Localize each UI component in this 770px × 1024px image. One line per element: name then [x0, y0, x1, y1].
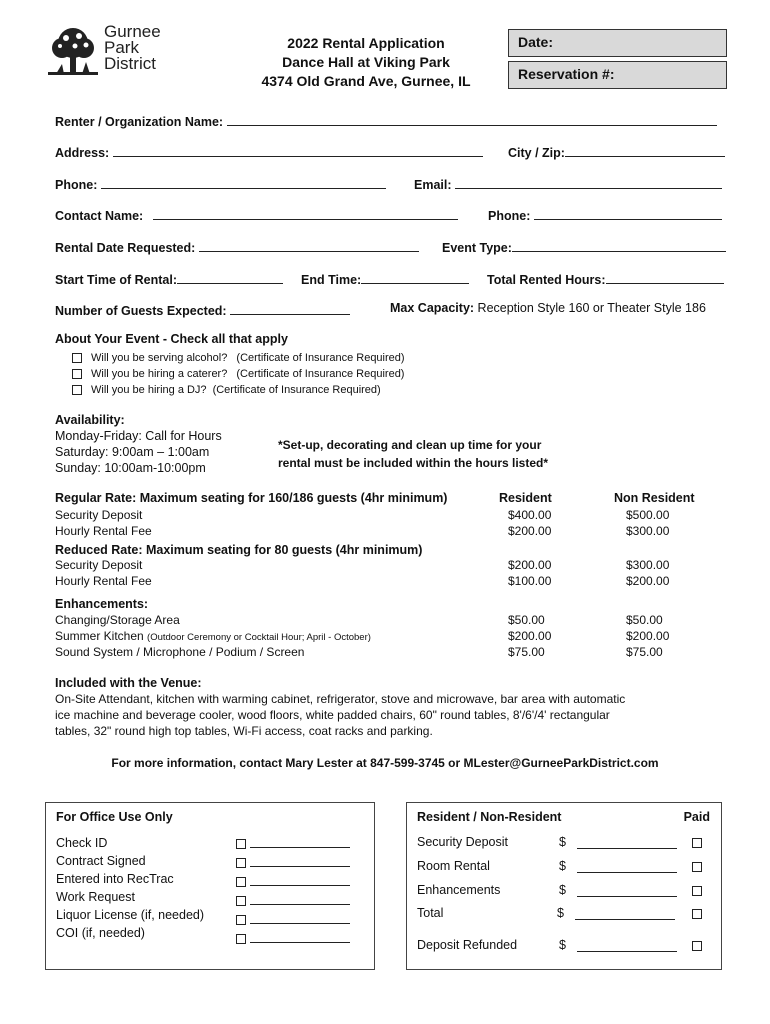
included-line-3: tables, 32" round high top tables, Wi-Fi access, coat racks and parking. — [55, 724, 433, 738]
office-use-box — [45, 802, 375, 970]
enhancements-heading: Enhancements: — [55, 597, 149, 611]
office-item: Entered into RecTrac — [56, 872, 174, 886]
renter-field[interactable] — [55, 112, 717, 129]
max-capacity — [390, 301, 706, 315]
office-item: Check ID — [56, 836, 108, 850]
address-label: Address: — [55, 146, 110, 160]
availability-hours — [55, 428, 222, 476]
event-item-note: (Certificate of Insurance Required) — [236, 352, 405, 364]
total-hours-field[interactable] — [487, 270, 724, 287]
event-item-alcohol[interactable] — [72, 350, 405, 366]
rate-nonresident: $300.00 — [626, 524, 670, 538]
phone2-field[interactable] — [488, 206, 722, 223]
city-input-line[interactable] — [565, 143, 725, 157]
total-hours-input-line[interactable] — [606, 270, 724, 284]
office-list — [56, 834, 204, 942]
page-title — [225, 34, 507, 91]
nonresident-column-header: Non Resident — [614, 491, 695, 505]
address-input-line[interactable] — [113, 143, 483, 157]
checkbox-icon[interactable] — [72, 385, 82, 395]
event-checklist — [72, 350, 405, 398]
logo-line-3: District — [104, 54, 156, 73]
setup-note-line-2: rental must be included within the hours listed* — [278, 456, 549, 470]
regular-rate-heading: Regular Rate: Maximum seating for 160/186 guests (4hr minimum) — [55, 491, 448, 505]
reservation-label: Reservation #: — [518, 66, 615, 82]
end-time-field[interactable] — [301, 270, 469, 287]
max-capacity-label: Max Capacity: — [390, 301, 475, 315]
office-checks — [236, 834, 350, 948]
rate-nonresident: $50.00 — [626, 613, 663, 627]
payment-label: Room Rental — [417, 859, 490, 873]
payment-heading: Resident / Non-Resident — [417, 810, 562, 824]
renter-input-line[interactable] — [227, 112, 717, 126]
email-label: Email: — [414, 178, 452, 192]
payment-input-line[interactable] — [577, 938, 677, 952]
email-field[interactable] — [414, 175, 722, 192]
max-capacity-value: Reception Style 160 or Theater Style 186 — [474, 301, 706, 315]
total-hours-label: Total Rented Hours: — [487, 273, 606, 287]
paid-checkbox-icon[interactable] — [692, 941, 702, 951]
rate-label-summer-kitchen — [55, 629, 371, 643]
start-time-field[interactable] — [55, 270, 283, 287]
rate-label: Hourly Rental Fee — [55, 574, 152, 588]
currency-symbol: $ — [559, 835, 566, 849]
office-item: Work Request — [56, 890, 135, 904]
hours-sunday: Sunday: 10:00am-10:00pm — [55, 461, 206, 475]
rate-resident: $75.00 — [508, 645, 545, 659]
payment-input-line[interactable] — [577, 859, 677, 873]
office-input-line[interactable] — [250, 872, 350, 886]
event-item-text: Will you be hiring a DJ? — [91, 384, 207, 396]
event-type-field[interactable] — [442, 238, 726, 255]
rate-nonresident: $500.00 — [626, 508, 670, 522]
title-line-2: Dance Hall at Viking Park — [282, 54, 450, 70]
office-item: Contract Signed — [56, 854, 146, 868]
rate-label: Summer Kitchen — [55, 629, 148, 643]
event-type-label: Event Type: — [442, 241, 512, 255]
checkbox-icon[interactable] — [236, 896, 246, 906]
rate-nonresident: $200.00 — [626, 629, 670, 643]
checkbox-icon[interactable] — [72, 353, 82, 363]
paid-heading: Paid — [683, 810, 710, 824]
office-item: COI (if, needed) — [56, 926, 145, 940]
tree-logo-icon — [48, 26, 98, 76]
setup-note — [278, 436, 548, 472]
email-input-line[interactable] — [455, 175, 722, 189]
rate-nonresident: $200.00 — [626, 574, 670, 588]
office-input-line[interactable] — [250, 891, 350, 905]
payment-input-line[interactable] — [575, 906, 675, 920]
payment-row[interactable] — [417, 835, 711, 849]
payment-row[interactable] — [417, 906, 711, 920]
rate-nonresident: $300.00 — [626, 558, 670, 572]
phone2-label: Phone: — [488, 209, 531, 223]
payment-label: Security Deposit — [417, 835, 509, 849]
event-item-note: (Certificate of Insurance Required) — [236, 368, 405, 380]
date-box[interactable] — [508, 29, 727, 57]
rate-label: Changing/Storage Area — [55, 613, 180, 627]
currency-symbol: $ — [557, 906, 564, 920]
contact-info: For more information, contact Mary Lester at 847-599-3745 or MLester@GurneeParkDistrict.com — [111, 756, 659, 770]
checkbox-icon[interactable] — [236, 915, 246, 925]
setup-note-line-1: *Set-up, decorating and clean up time for your — [278, 438, 542, 452]
included-heading: Included with the Venue: — [55, 676, 202, 690]
office-check-row[interactable] — [236, 834, 350, 853]
event-heading: About Your Event - Check all that apply — [55, 332, 288, 346]
date-label: Date: — [518, 34, 554, 50]
phone-input-line[interactable] — [101, 175, 386, 189]
contact-input-line[interactable] — [153, 206, 458, 220]
rate-note: (Outdoor Ceremony or Cocktail Hour; April - October) — [147, 632, 371, 643]
office-item: Liquor License (if, needed) — [56, 908, 205, 922]
payment-label: Total — [417, 906, 444, 920]
start-time-input-line[interactable] — [177, 270, 283, 284]
payment-row[interactable] — [417, 938, 711, 952]
payment-input-line[interactable] — [577, 883, 677, 897]
contact-field[interactable] — [55, 206, 458, 223]
office-heading: For Office Use Only — [56, 810, 173, 824]
guests-input-line[interactable] — [230, 301, 350, 315]
paid-checkbox-icon[interactable] — [692, 862, 702, 872]
address-field[interactable] — [55, 143, 483, 160]
logo — [48, 22, 173, 76]
rate-resident: $200.00 — [508, 558, 552, 572]
event-item-dj[interactable] — [72, 382, 405, 398]
phone-label: Phone: — [55, 178, 98, 192]
event-item-text: Will you be hiring a caterer? — [91, 368, 228, 380]
rate-resident: $200.00 — [508, 629, 552, 643]
rate-resident: $200.00 — [508, 524, 552, 538]
rate-label: Security Deposit — [55, 558, 143, 572]
city-field[interactable] — [508, 143, 725, 160]
rate-resident: $100.00 — [508, 574, 552, 588]
rate-resident: $50.00 — [508, 613, 545, 627]
payment-row[interactable] — [417, 883, 711, 897]
availability-heading: Availability: — [55, 413, 125, 427]
office-input-line[interactable] — [250, 834, 350, 848]
included-line-2: ice machine and beverage cooler, wood floors, white padded chairs, 60" round tables, 8'/6'/4' rectangular — [55, 708, 610, 722]
end-time-label: End Time: — [301, 273, 362, 287]
paid-checkbox-icon[interactable] — [692, 909, 702, 919]
rental-date-input-line[interactable] — [199, 238, 419, 252]
rate-label: Sound System / Microphone / Podium / Screen — [55, 645, 305, 659]
renter-label: Renter / Organization Name: — [55, 115, 224, 129]
office-input-line[interactable] — [250, 910, 350, 924]
office-check-row[interactable] — [236, 891, 350, 910]
checkbox-icon[interactable] — [236, 839, 246, 849]
checkbox-icon[interactable] — [236, 877, 246, 887]
city-label: City / Zip: — [508, 146, 565, 160]
reduced-rate-heading: Reduced Rate: Maximum seating for 80 guests (4hr minimum) — [55, 543, 423, 557]
logo-line-1: Gurnee — [104, 22, 161, 41]
start-time-label: Start Time of Rental: — [55, 273, 178, 287]
currency-symbol: $ — [559, 883, 566, 897]
phone2-input-line[interactable] — [534, 206, 722, 220]
event-item-caterer[interactable] — [72, 366, 405, 382]
event-type-input-line[interactable] — [512, 238, 726, 252]
hours-saturday: Saturday: 9:00am – 1:00am — [55, 445, 210, 459]
guests-field[interactable] — [55, 301, 350, 318]
currency-symbol: $ — [559, 938, 566, 952]
rate-label: Hourly Rental Fee — [55, 524, 152, 538]
office-check-row[interactable] — [236, 872, 350, 891]
checkbox-icon[interactable] — [236, 934, 246, 944]
payment-row[interactable] — [417, 859, 711, 873]
title-line-3: 4374 Old Grand Ave, Gurnee, IL — [261, 73, 471, 89]
office-check-row[interactable] — [236, 910, 350, 929]
end-time-input-line[interactable] — [361, 270, 469, 284]
office-check-row[interactable] — [236, 929, 350, 948]
paid-checkbox-icon[interactable] — [692, 838, 702, 848]
office-input-line[interactable] — [250, 853, 350, 867]
contact-label: Contact Name: — [55, 209, 144, 223]
rental-date-label: Rental Date Requested: — [55, 241, 196, 255]
included-line-1: On-Site Attendant, kitchen with warming cabinet, refrigerator, stove and microwave, bar area with automatic — [55, 692, 626, 706]
payment-label: Enhancements — [417, 883, 501, 897]
reservation-box[interactable] — [508, 61, 727, 89]
checkbox-icon[interactable] — [236, 858, 246, 868]
checkbox-icon[interactable] — [72, 369, 82, 379]
logo-line-2: Park — [104, 38, 139, 57]
included-text — [55, 691, 625, 739]
office-check-row[interactable] — [236, 853, 350, 872]
event-item-text: Will you be serving alcohol? — [91, 352, 228, 364]
phone-field[interactable] — [55, 175, 386, 192]
paid-checkbox-icon[interactable] — [692, 886, 702, 896]
guests-label: Number of Guests Expected: — [55, 304, 227, 318]
rate-nonresident: $75.00 — [626, 645, 663, 659]
payment-label: Deposit Refunded — [417, 938, 518, 952]
rate-label: Security Deposit — [55, 508, 143, 522]
rental-date-field[interactable] — [55, 238, 419, 255]
currency-symbol: $ — [559, 859, 566, 873]
resident-column-header: Resident — [499, 491, 552, 505]
payment-input-line[interactable] — [577, 835, 677, 849]
event-item-note: (Certificate of Insurance Required) — [212, 384, 381, 396]
payment-box — [406, 802, 722, 970]
rate-resident: $400.00 — [508, 508, 552, 522]
hours-mon-fri: Monday-Friday: Call for Hours — [55, 429, 222, 443]
office-input-line[interactable] — [250, 929, 350, 943]
title-line-1: 2022 Rental Application — [287, 35, 445, 51]
